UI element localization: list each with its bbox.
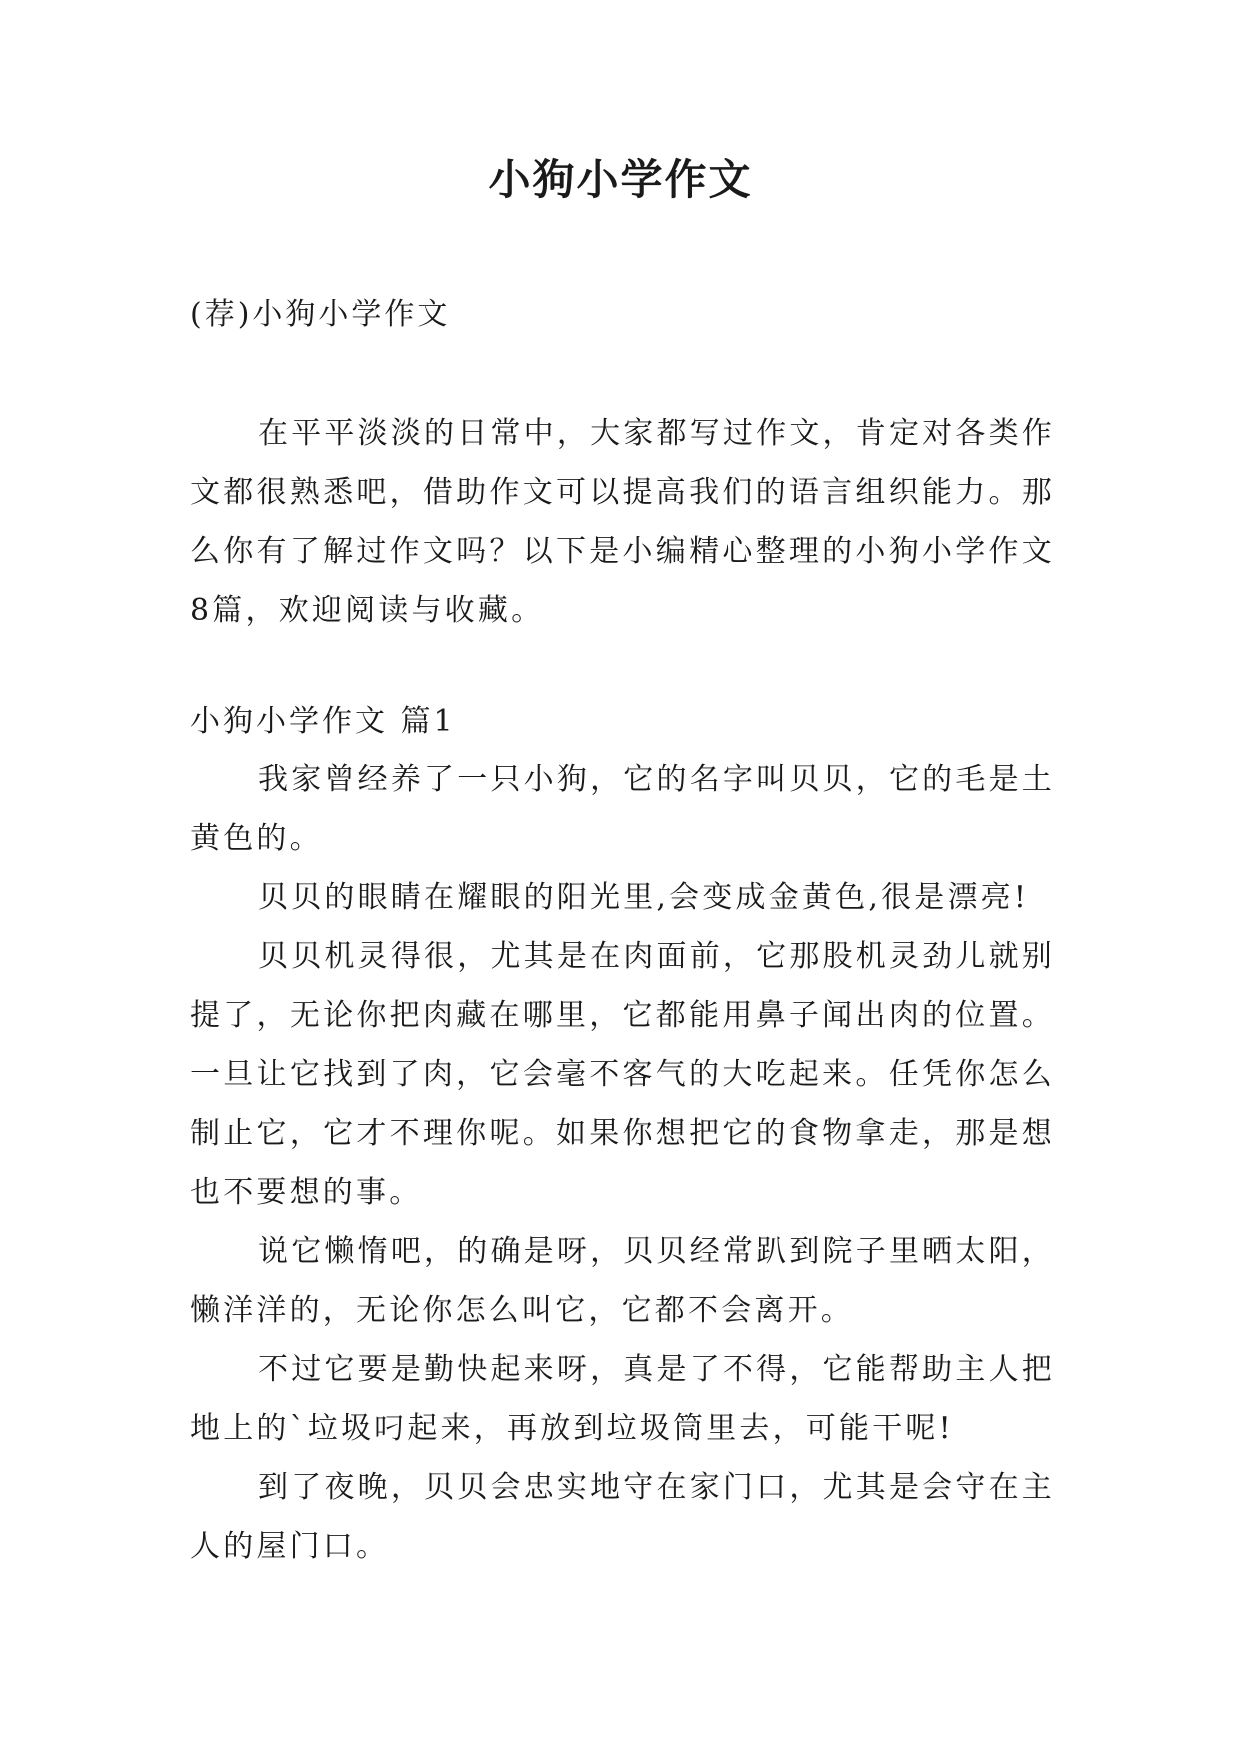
paragraph: 贝贝机灵得很，尤其是在肉面前，它那股机灵劲儿就别提了，无论你把肉藏在哪里，它都能用鼻子闻出肉的位置。一旦让它找到了肉，它会毫不客气的大吃起来。任凭你怎么制止它，它才不理你呢。如果你想把它的食物拿走，那是想也不要想的事。 — [190, 939, 1055, 1210]
section-heading: 小狗小学作文 篇1 — [190, 704, 456, 739]
intro-paragraph: 在平平淡淡的日常中，大家都写过作文，肯定对各类作文都很熟悉吧，借助作文可以提高我们的语言组织能力。那么你有了解过作文吗？以下是小编精心整理的小狗小学作文8篇，欢迎阅读与收藏。 — [190, 416, 1055, 628]
document-subtitle: (荐)小狗小学作文 — [190, 297, 451, 332]
intro-block — [190, 404, 1055, 640]
paragraph: 到了夜晚，贝贝会忠实地守在家门口，尤其是会守在主人的屋门口。 — [190, 1470, 1055, 1564]
paragraph: 不过它要是勤快起来呀，真是了不得，它能帮助主人把地上的`垃圾叼起来，再放到垃圾筒里去，可能干呢! — [190, 1352, 1055, 1446]
paragraph: 说它懒惰吧，的确是呀，贝贝经常趴到院子里晒太阳，懒洋洋的，无论你怎么叫它，它都不会离开。 — [190, 1234, 1055, 1328]
section-body — [190, 750, 1055, 1576]
paragraph: 贝贝的眼睛在耀眼的阳光里,会变成金黄色,很是漂亮! — [258, 880, 1030, 915]
paragraph: 我家曾经养了一只小狗，它的名字叫贝贝，它的毛是土黄色的。 — [190, 762, 1055, 856]
document-title: 小狗小学作文 — [488, 155, 753, 204]
